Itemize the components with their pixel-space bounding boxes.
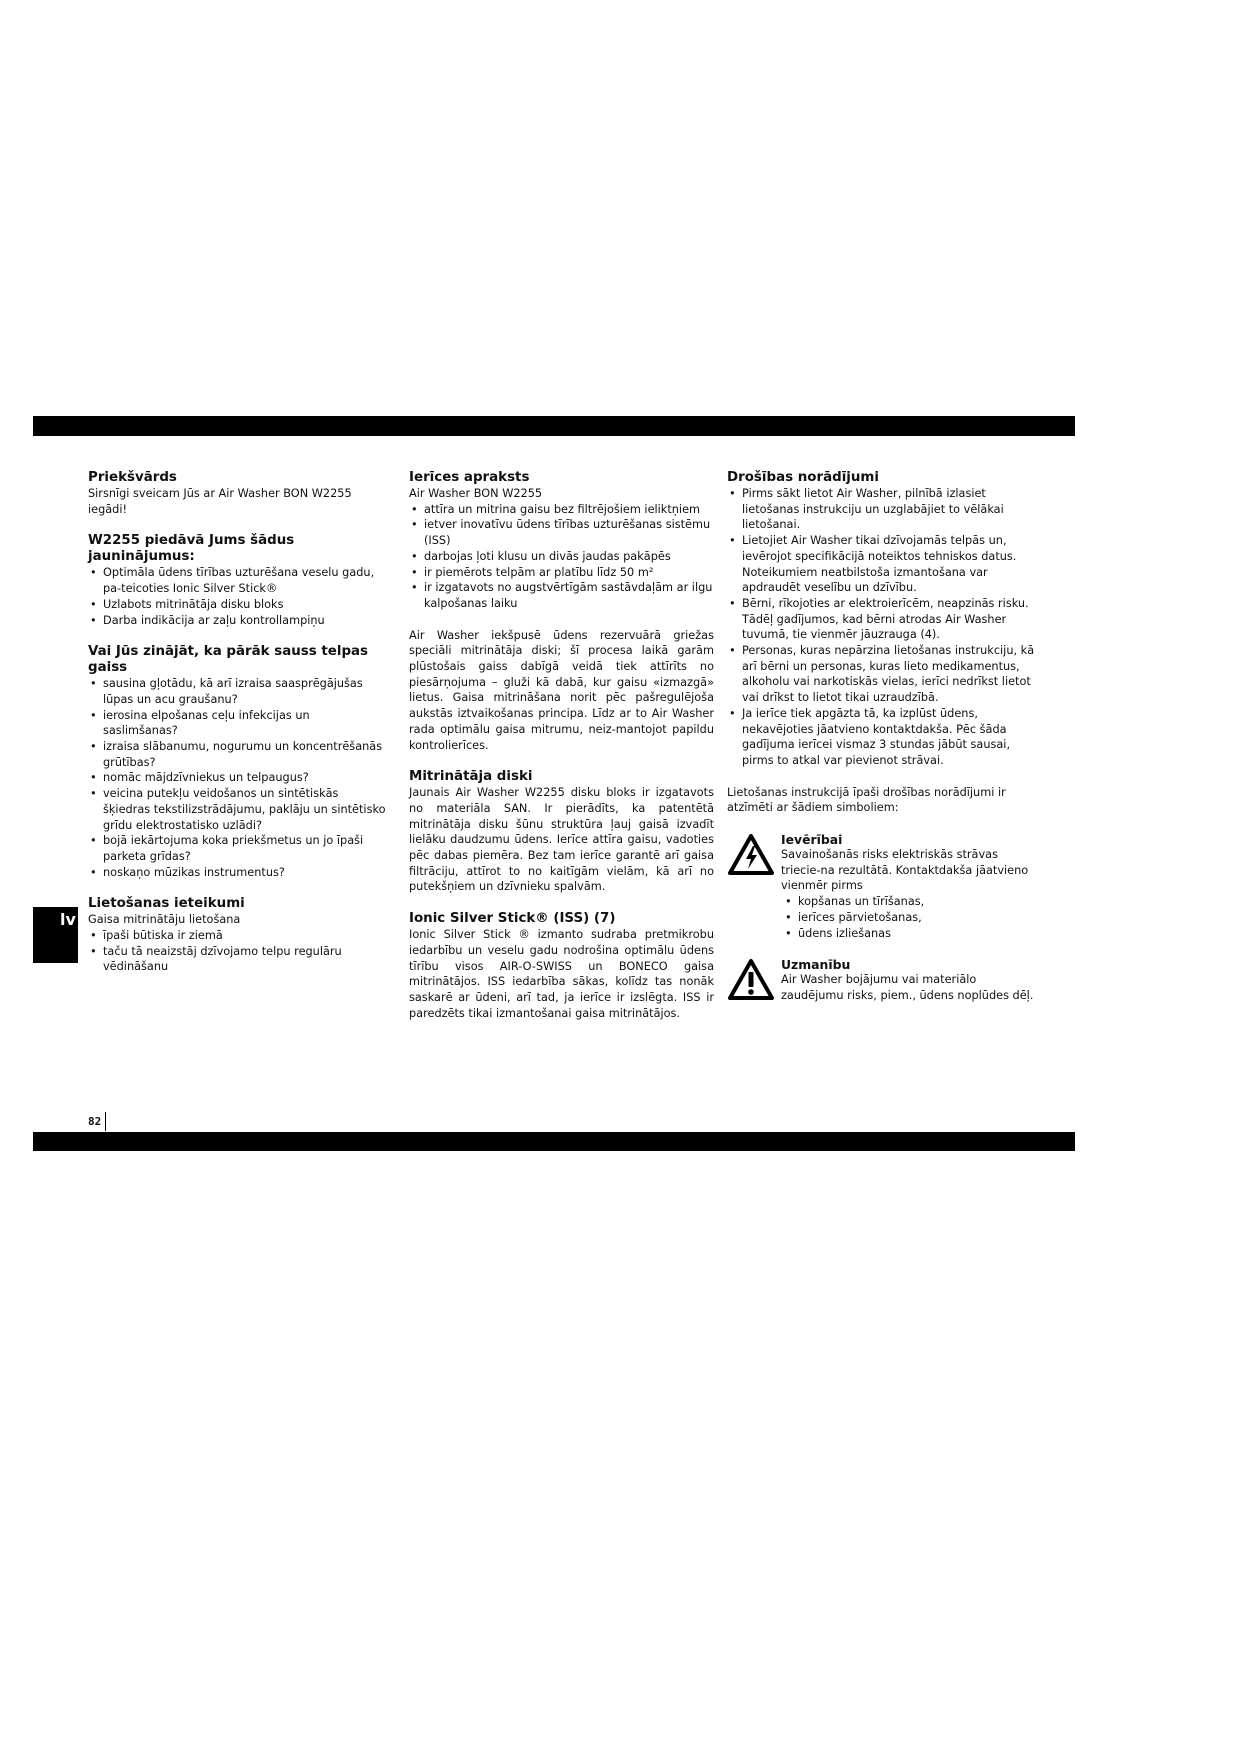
list-item: • bojā iekārtojuma koka priekšmetus un jo īpaši parketa grīdas? xyxy=(88,833,386,864)
discs-text: Jaunais Air Washer W2255 disku bloks ir izgatavots no materiāla SAN. Ir pierādīts, ka patentētā mitrinātāja disku šūnu struktūra ļauj gaisā izvadīt lielāku daudzumu ūdens. Ierīce attīra gaisu, vadoties pēc dabas piemēra. Bez tam ierīce garantē arī gaisa filtrāciju, attīrot to no kaitīgām vielām, kā arī no putekšņiem un dzīvnieku spalvām. xyxy=(409,786,714,894)
section-title-priekšvārds: Priekšvārds xyxy=(88,470,177,485)
notice-text: Savainošanās risks elektriskās strāvas triecie-na rezultātā. Kontaktdakša jāatvieno vienmēr pirms xyxy=(781,848,1029,893)
list-item: • Uzlabots mitrinātāja disku bloks xyxy=(88,597,386,613)
list-item: • Personas, kuras nepārzina lietošanas instrukciju, kā arī bērni un personas, kuras lieto medikamentus, alkoholu vai narkotiskās vielas, ierīci nedrīkst lietot vai drīkst to lietot tikai uzraudzībā. xyxy=(727,643,1037,706)
list-item: • ir izgatavots no augstvērtīgām sastāvdaļām ar ilgu kalpošanas laiku xyxy=(409,580,714,611)
usage-text: Gaisa mitrinātāju lietošana xyxy=(88,913,241,927)
list-item: • ūdens izliešanas xyxy=(783,926,1037,942)
usage-list xyxy=(88,928,386,975)
section-title-discs: Mitrinātāja diski xyxy=(409,769,533,785)
list-item: • kopšanas un tīrīšanas, xyxy=(783,894,1037,910)
iss-text: Ionic Silver Stick ® izmanto sudraba pretmikrobu iedarbību un veselu gadu nodrošina optimālu ūdens tīrību visos AIR-O-SWISS un BONECO gaisa mitrinātājos. ISS iedarbība sākas, kolīdz tas nonāk saskarē ar ūdeni, arī tad, ja ierīce ir izslēgta. ISS ir paredzēts tikai izmantošanai gaisa mitrinātājos. xyxy=(409,928,714,1020)
list-item: • ierosina elpošanas ceļu infekcijas un saslimšanas? xyxy=(88,708,386,739)
list-item: • nomāc mājdzīvniekus un telpaugus? xyxy=(88,770,386,786)
list-item: • veicina putekļu veidošanos un sintētiskās šķiedras tekstilizstrādājumu, paklāju un sintētisko grīdu elektrostatisko uzlādi? xyxy=(88,786,386,833)
notice-list xyxy=(783,894,1037,941)
column-2 xyxy=(409,470,714,1021)
description-text: Air Washer BON W2255 xyxy=(409,487,543,500)
list-item: • ierīces pārvietošanas, xyxy=(783,910,1037,926)
caution-text: Air Washer bojājumu vai materiālo zaudējumu risks, piem., ūdens noplūdes dēļ. xyxy=(781,973,1034,1002)
list-item: • Ja ierīce tiek apgāzta tā, ka izplūst ūdens, nekavējoties jāatvieno kontaktdakša. Pēc šāda gadījuma ierīcei vismaz 3 stundas jābūt sausai, pirms to atkal var pievienot strāvai. xyxy=(727,706,1037,769)
column-3 xyxy=(727,470,1037,1004)
notice-title: Ievērībai xyxy=(781,832,843,848)
section-title-dry-air: Vai Jūs zinājāt, ka pārāk sauss telpas gaiss xyxy=(88,644,369,676)
notice-block xyxy=(727,832,1037,941)
section-title-iss: Ionic Silver Stick® (ISS) (7) xyxy=(409,911,616,927)
page-number: 82 xyxy=(88,1112,106,1131)
symbols-intro: Lietošanas instrukcijā īpaši drošības norādījumi ir atzīmēti ar šādiem simboliem: xyxy=(727,785,1006,815)
safety-list xyxy=(727,486,1037,769)
features-list xyxy=(88,565,386,628)
list-item: • attīra un mitrina gaisu bez filtrējošiem ieliktņiem xyxy=(409,502,714,518)
electric-hazard-icon xyxy=(727,833,775,877)
list-item: • taču tā neaizstāj dzīvojamo telpu regulāru vēdināšanu xyxy=(88,944,386,975)
list-item: • sausina gļotādu, kā arī izraisa saasprēgājušas lūpas un acu graušanu? xyxy=(88,676,386,707)
list-item: • darbojas ļoti klusu un divās jaudas pakāpēs xyxy=(409,549,714,565)
list-item: • Optimāla ūdens tīrības uzturēšana veselu gadu, pa-teicoties Ionic Silver Stick® xyxy=(88,565,386,596)
list-item: • Darba indikācija ar zaļu kontrollampiņu xyxy=(88,613,386,629)
list-item: • īpaši būtiska ir ziemā xyxy=(88,928,386,944)
caution-title: Uzmanību xyxy=(781,957,851,973)
warning-exclamation-icon xyxy=(727,958,775,1002)
section-title-usage: Lietošanas ieteikumi xyxy=(88,896,245,912)
section-title-description: Ierīces apraksts xyxy=(409,470,530,485)
list-item: • Lietojiet Air Washer tikai dzīvojamās telpās un, ievērojot specifikācijā noteiktos tehniskos datus. Noteikumiem neatbilstoša izmantošana var apdraudēt veselību un dzīvību. xyxy=(727,533,1037,596)
list-item: • izraisa slābanumu, nogurumu un koncentrēšanās grūtības? xyxy=(88,739,386,770)
list-item: • ir piemērots telpām ar platību līdz 50 m² xyxy=(409,565,714,581)
description-body: Air Washer iekšpusē ūdens rezervuārā griežas speciāli mitrinātāja diski; šī procesa laikā garām plūstošais gaiss dabīgā veidā tiek attīrīts no piesārņojuma – gluži kā dabā, kur gaisu «izmazgā» lietus. Gaisa mitrināšana norit pēc pašregulējoša aukstās iztvaikošanas principa. Līdz ar to Air Washer rada optimālu gaisa mitrumu, neiz-mantojot papildu kontrolierīces. xyxy=(409,628,714,752)
column-1 xyxy=(88,470,386,975)
language-tab: lv xyxy=(33,907,78,963)
section-title-features: W2255 piedāvā Jums šādus jauninājumus: xyxy=(88,533,295,565)
description-list xyxy=(409,502,714,612)
header-bar xyxy=(33,416,1075,436)
dry-air-list xyxy=(88,676,386,880)
list-item: • Pirms sākt lietot Air Washer, pilnībā izlasiet lietošanas instrukciju un uzglabājiet to vēlākai lietošanai. xyxy=(727,486,1037,533)
list-item: • noskaņo mūzikas instrumentus? xyxy=(88,865,386,881)
list-item: • Bērni, rīkojoties ar elektroierīcēm, neapzinās risku. Tādēļ gadījumos, kad bērni atrodas Air Washer tuvumā, tie vienmēr jāuzrauga (4). xyxy=(727,596,1037,643)
list-item: • ietver inovatīvu ūdens tīrības uzturēšanas sistēmu (ISS) xyxy=(409,517,714,548)
intro-text: Sirsnīgi sveicam Jūs ar Air Washer BON W2255 iegādi! xyxy=(88,487,352,516)
footer-bar xyxy=(33,1132,1075,1151)
section-title-safety: Drošības norādījumi xyxy=(727,470,879,485)
caution-block xyxy=(727,957,1037,1003)
